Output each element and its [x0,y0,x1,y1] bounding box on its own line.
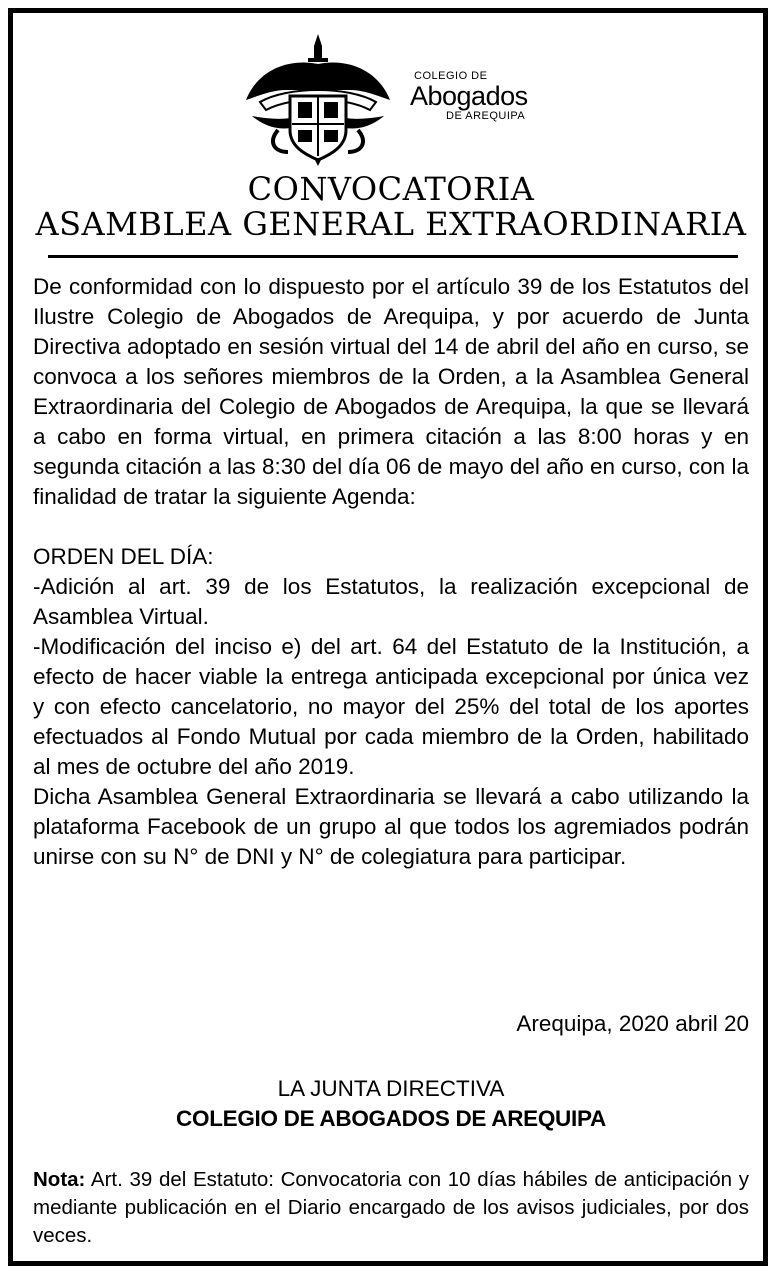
paragraph-gap [33,512,749,542]
agenda-heading: ORDEN DEL DÍA: [33,544,214,569]
footnote-label: Nota: [33,1168,86,1191]
logo-line2: Abogados [410,81,528,111]
logo-line3: DE AREQUIPA [446,110,526,122]
agenda-item-2: -Modificación del inciso e) del art. 64 del Estatuto de la Institución, a efecto de hacer viable la entrega anticipada excepcional por única vez y con efecto cancelatorio, no mayor del 25% del total de los aportes efectuados al Fondo Mutual por cada miembro de la Orden, habilitado al mes de octubre del año 2019. [33,634,749,779]
title-asamblea: ASAMBLEA GENERAL EXTRAORDINARIA [35,205,747,243]
platform-paragraph: Dicha Asamblea General Extraordinaria se llevará a cabo utilizando la plataforma Facebook de un grupo al que todos los agremiados podrán unirse con su N° de DNI y N° de colegiatura para participar. [33,784,749,869]
notice-body [33,272,749,872]
signature-colegio: COLEGIO DE ABOGADOS DE AREQUIPA [176,1106,606,1131]
logo-wordmark [410,70,528,122]
logo-line1: COLEGIO DE [414,70,488,82]
header-logo [238,30,548,166]
signature-junta: LA JUNTA DIRECTIVA [277,1076,505,1101]
agenda-item-1: -Adición al art. 39 de los Estatutos, la realización excepcional de Asamblea Virtual. [33,574,749,629]
footnote-text: Art. 39 del Estatuto: Convocatoria con 10 días hábiles de anticipación y mediante publicación en el Diario encargado de los avisos judiciales, por dos veces. [33,1168,749,1247]
coat-of-arms-icon [238,30,398,166]
footnote [33,1166,749,1250]
title-convocatoria: CONVOCATORIA [247,170,535,208]
date-line: Arequipa, 2020 abril 20 [516,1011,749,1036]
intro-paragraph: De conformidad con lo dispuesto por el artículo 39 de los Estatutos del Ilustre Colegio de Abogados de Arequipa, y por acuerdo de Junta Directiva adoptado en sesión virtual del 14 de abril del año en curso, se convoca a los señores miembros de la Orden, a la Asamblea General Extraordinaria del Colegio de Abogados de Arequipa, la que se llevará a cabo en forma virtual, en primera citación a las 8:00 horas y en segunda citación a las 8:30 del día 06 de mayo del año en curso, con la finalidad de tratar la siguiente Agenda: [33,274,749,509]
title-divider [48,255,738,258]
